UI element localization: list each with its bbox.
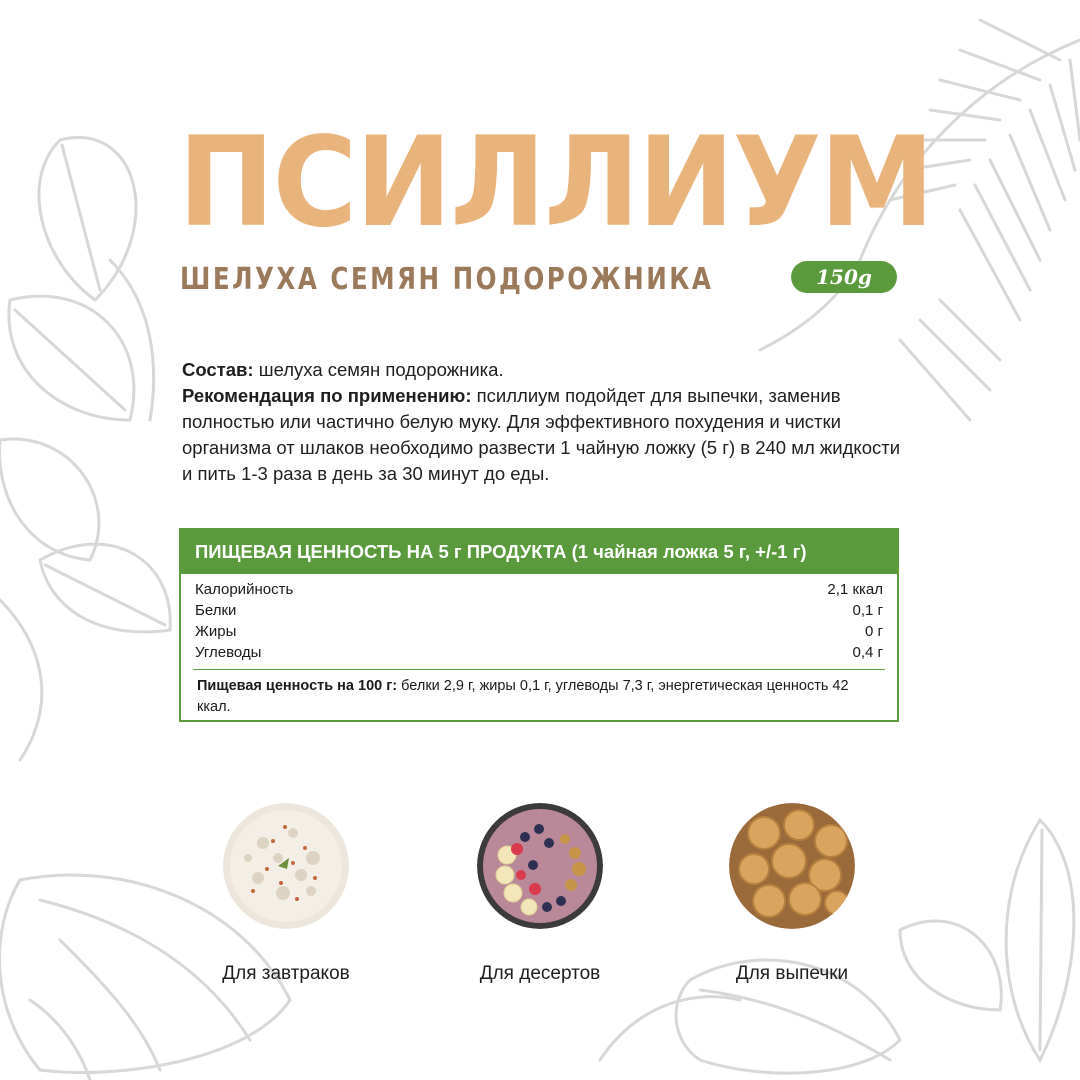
nutrition-row-value: 0 г xyxy=(865,623,883,640)
composition-text: шелуха семян подорожника. xyxy=(253,359,504,380)
per100-text: белки 2,9 г, жиры 0,1 г, углеводы 7,3 г, энергетическая ценность 42 ккал. xyxy=(197,678,849,715)
use-card-baking xyxy=(692,803,892,985)
composition-label: Состав: xyxy=(182,359,254,380)
smoothie-bowl-image xyxy=(477,803,603,929)
nutrition-row-name: Углеводы xyxy=(195,644,262,661)
weight-badge: 150g xyxy=(791,261,897,293)
usage-text: псиллиум подойдет для выпечки, заменив полностью или частично белую муку. Для эффективного похудения и чистки организма от шлаков необходимо развести 1 чайную ложку (5 г) в 240 мл жидкости и пить 1-3 раза в день за 30 минут до еды. xyxy=(182,385,901,484)
product-subtitle: ШЕЛУХА СЕМЯН ПОДОРОЖНИКА xyxy=(180,262,714,297)
nutrition-rows xyxy=(181,574,897,663)
nutrition-row-fat xyxy=(195,621,883,642)
use-label-baking: Для выпечки xyxy=(735,963,849,984)
nutrition-row-carbs xyxy=(195,642,883,663)
use-label-dessert: Для десертов xyxy=(479,963,601,984)
nutrition-row-value: 0,1 г xyxy=(852,602,883,619)
product-title: ПСИЛЛИУМ xyxy=(178,111,933,255)
nutrition-table xyxy=(179,528,899,722)
nutrition-row-name: Калорийность xyxy=(195,581,294,598)
use-label-breakfast: Для завтраков xyxy=(222,963,350,984)
usage-label: Рекомендация по применению: xyxy=(182,385,472,406)
nutrition-row-name: Жиры xyxy=(195,623,237,640)
use-card-dessert xyxy=(440,803,640,985)
nutrition-per-100g xyxy=(181,670,897,718)
usage-paragraph xyxy=(182,383,902,487)
nutrition-header: ПИЩЕВАЯ ЦЕННОСТЬ НА 5 г ПРОДУКТА (1 чайная ложка 5 г, +/-1 г) xyxy=(181,530,897,574)
product-description xyxy=(182,357,902,487)
nutrition-row-protein xyxy=(195,600,883,621)
per100-label: Пищевая ценность на 100 г: xyxy=(197,678,398,694)
composition-line xyxy=(182,357,902,383)
nutrition-row-value: 2,1 ккал xyxy=(827,581,883,598)
nutrition-row-name: Белки xyxy=(195,602,237,619)
nutrition-row-value: 0,4 г xyxy=(852,644,883,661)
cookies-image xyxy=(729,803,855,929)
nutrition-row-calories xyxy=(195,579,883,600)
porridge-bowl-image xyxy=(223,803,349,929)
use-card-breakfast xyxy=(186,803,386,985)
